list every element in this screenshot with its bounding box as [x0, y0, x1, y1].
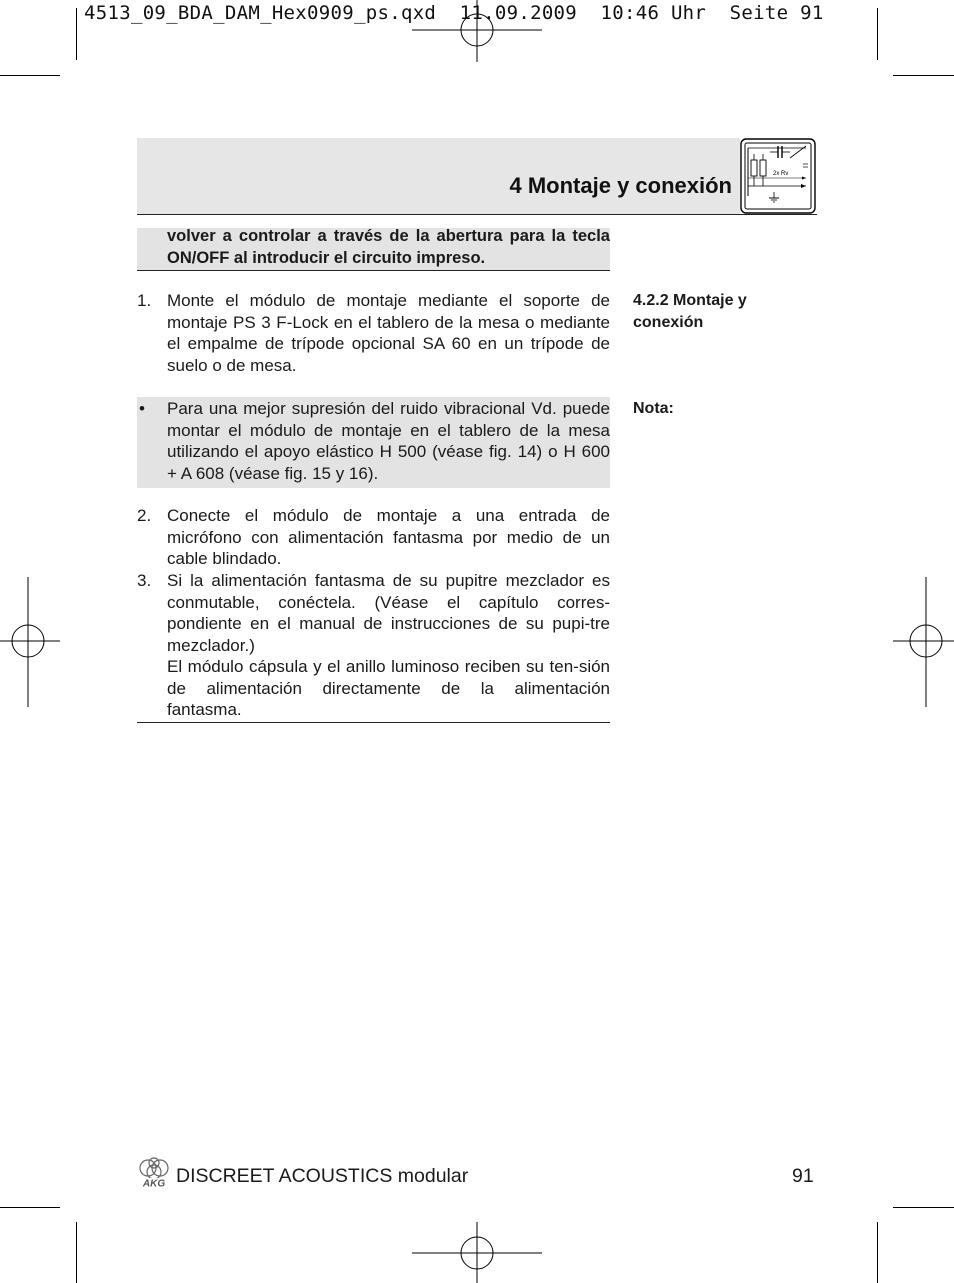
- footer-product-name: DISCREET ACOUSTICS modular: [176, 1165, 469, 1187]
- note-text: Para una mejor supresión del ruido vibracional Vd. puede montar el módulo de montaje en el tablero de la mesa utilizando el apoyo elástico H 500 (véase fig. 14) o H 600 + A 608 (véase fig. 15 y 16).: [167, 399, 610, 483]
- chapter-title: 4 Montaje y conexión: [509, 173, 732, 198]
- crop-mark: [76, 1222, 77, 1283]
- registration-mark-icon: [893, 577, 954, 707]
- registration-mark-icon: [0, 577, 60, 707]
- step-text: Conecte el módulo de montaje a una entrada de micrófono con alimentación fantasma por medio de un cable blindado.: [167, 506, 610, 569]
- registration-mark-icon: [412, 1222, 542, 1283]
- circuit-icon-label: 2x Rv: [773, 171, 789, 177]
- step-number: 1.: [137, 291, 152, 310]
- section-heading-line: conexión: [633, 313, 704, 331]
- section-heading: [633, 290, 747, 333]
- step-number: 2.: [137, 506, 152, 525]
- section-end-divider: [137, 722, 610, 723]
- warning-divider: [137, 270, 610, 271]
- crop-mark: [893, 75, 954, 76]
- note-bullet: •: [139, 399, 145, 418]
- step-text: Si la alimentación fantasma de su pupitre mezclador es conmutable, conéctela. (Véase el capítulo corres-pondiente en el manual de instrucciones de su pupi-tre mezclador.): [167, 571, 610, 655]
- print-slug-line: 4513_09_BDA_DAM_Hex0909_ps.qxd 11.09.2009 10:46 Uhr Seite 91: [84, 2, 824, 24]
- header-divider: [137, 214, 817, 215]
- crop-mark: [0, 75, 60, 76]
- crop-mark: [877, 1222, 878, 1283]
- akg-logo-text: AKG: [142, 1178, 166, 1189]
- warning-text: volver a controlar a través de la abertura para la tecla ON/OFF al introducir el circuito impreso.: [167, 227, 610, 267]
- crop-mark: [0, 1207, 60, 1208]
- circuit-icon: [740, 138, 816, 214]
- section-heading-line: 4.2.2 Montaje y: [633, 292, 747, 309]
- step-text-continued: El módulo cápsula y el anillo luminoso reciben su ten-sión de alimentación directamente de la alimentación fantasma.: [167, 657, 610, 720]
- step-number: 3.: [137, 571, 152, 590]
- crop-mark: [877, 8, 878, 60]
- akg-logo-icon: [136, 1157, 172, 1189]
- page-number: 91: [792, 1165, 814, 1187]
- crop-mark: [893, 1207, 954, 1208]
- step-text: Monte el módulo de montaje mediante el soporte de montaje PS 3 F-Lock en el tablero de la mesa o mediante el empalme de trípode opcional SA 60 en un trípode de suelo o de mesa.: [167, 291, 610, 375]
- crop-mark: [76, 8, 77, 60]
- note-heading: Nota:: [633, 400, 674, 417]
